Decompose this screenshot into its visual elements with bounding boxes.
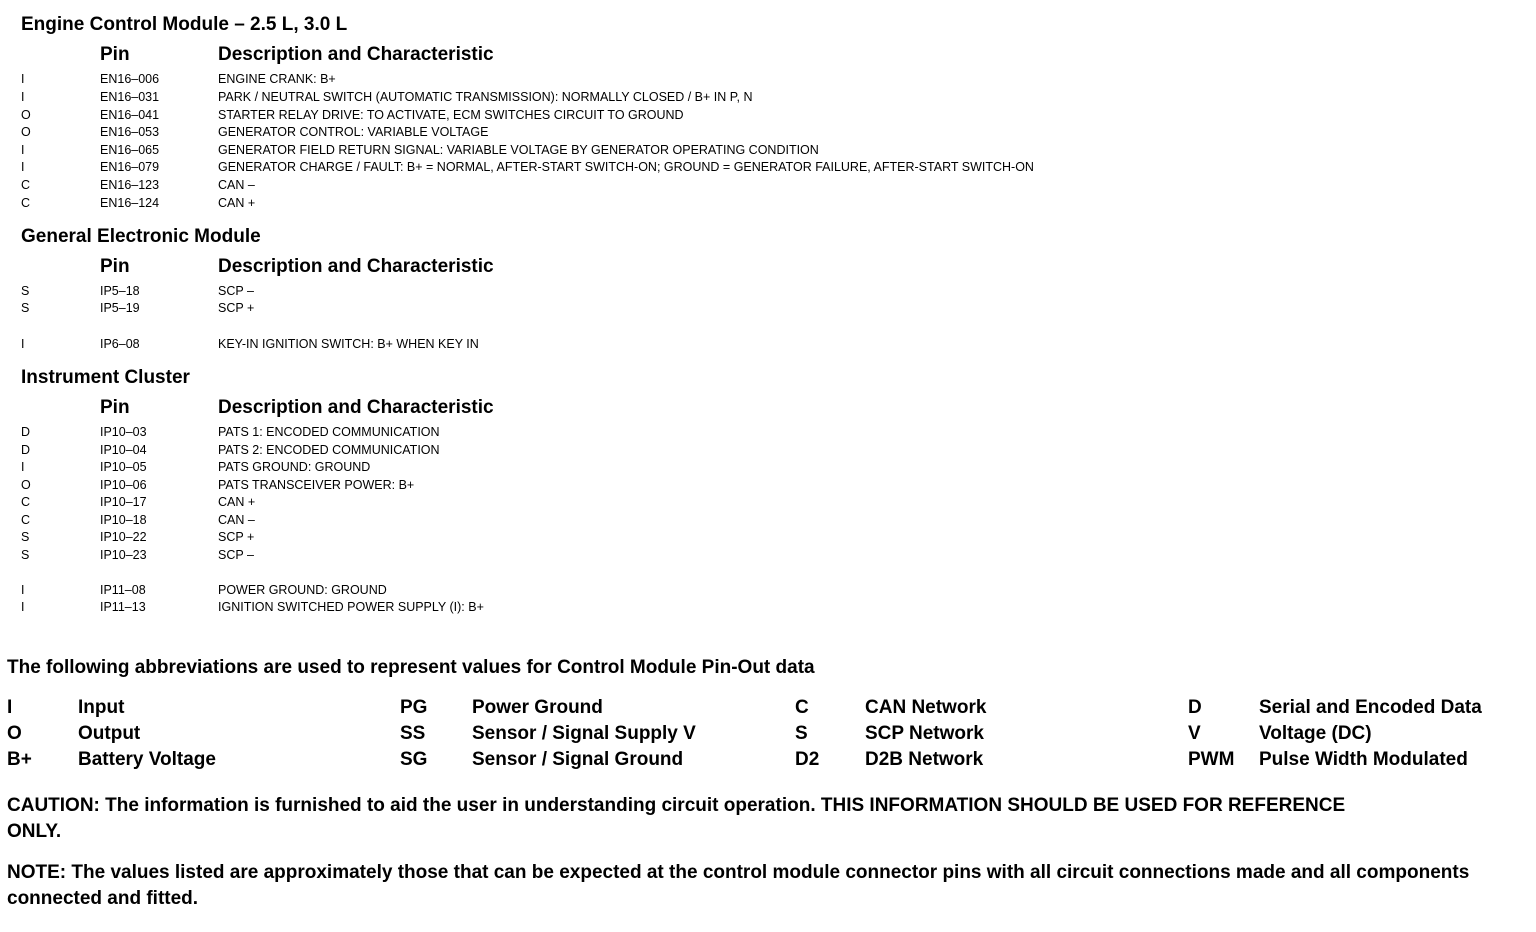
pin-description: PATS 1: ENCODED COMMUNICATION [218,425,440,439]
pin-id: IP10–06 [100,478,147,492]
abbreviations-title: The following abbreviations are used to represent values for Control Module Pin-Out data [7,657,815,678]
pin-type: D [21,443,31,457]
pin-id: EN16–053 [100,125,160,139]
pin-description: GENERATOR CONTROL: VARIABLE VOLTAGE [218,125,489,139]
ic-desc-header: Description and Characteristic [218,397,494,418]
pin-description: CAN – [218,178,255,192]
pin-id: EN16–031 [100,90,160,104]
pin-type: I [21,337,25,351]
abbr-code: I [7,697,13,718]
pin-type: I [21,160,25,174]
abbr-code: O [7,723,22,744]
ecm-pin-header: Pin [100,44,130,65]
pin-description: PATS TRANSCEIVER POWER: B+ [218,478,415,492]
pin-description: PATS 2: ENCODED COMMUNICATION [218,443,440,457]
note-text: NOTE: The values listed are approximately those that can be expected at the control module connector pins with all circuit connections made and all components connected and fitted. [7,862,1470,909]
pin-id: IP10–17 [100,495,147,509]
pin-type: O [21,478,31,492]
pin-id: IP10–04 [100,443,147,457]
abbr-code: S [795,723,808,744]
pin-id: IP11–13 [100,600,146,614]
abbr-code: C [795,697,809,718]
pin-id: EN16–079 [100,160,160,174]
pin-description: PATS GROUND: GROUND [218,460,371,474]
pin-type: I [21,90,25,104]
abbr-code: V [1188,723,1201,744]
abbr-code: PWM [1188,749,1235,770]
pin-description: PARK / NEUTRAL SWITCH (AUTOMATIC TRANSMISSION): NORMALLY CLOSED / B+ IN P, N [218,90,753,104]
pin-type: O [21,108,31,122]
gem-section-title: General Electronic Module [21,226,261,247]
pin-type: I [21,600,25,614]
gem-desc-header: Description and Characteristic [218,256,494,277]
pin-type: D [21,425,31,439]
pin-description: CAN + [218,495,256,509]
abbr-code: PG [400,697,428,718]
pin-description: IGNITION SWITCHED POWER SUPPLY (I): B+ [218,600,484,614]
pin-description: POWER GROUND: GROUND [218,583,387,597]
pin-id: IP10–22 [100,530,147,544]
abbr-meaning: Output [78,723,141,744]
pin-type: S [21,530,30,544]
abbr-meaning: Pulse Width Modulated [1259,749,1468,770]
pin-description: SCP + [218,530,255,544]
ic-pin-header: Pin [100,397,130,418]
gem-pin-header: Pin [100,256,130,277]
pin-type: I [21,72,25,86]
pin-type: C [21,495,31,509]
abbr-meaning: SCP Network [865,723,984,744]
pin-id: IP10–03 [100,425,147,439]
pin-id: EN16–065 [100,143,160,157]
pin-type: I [21,583,25,597]
abbr-code: B+ [7,749,32,770]
abbr-meaning: Sensor / Signal Ground [472,749,684,770]
abbr-meaning: Voltage (DC) [1259,723,1372,744]
pin-type: O [21,125,31,139]
pin-type: S [21,301,30,315]
pin-description: SCP – [218,284,254,298]
abbr-meaning: Power Ground [472,697,603,718]
pin-id: IP10–18 [100,513,147,527]
pin-id: IP6–08 [100,337,140,351]
pin-description: CAN – [218,513,255,527]
abbr-meaning: Battery Voltage [78,749,216,770]
pin-description: GENERATOR FIELD RETURN SIGNAL: VARIABLE VOLTAGE BY GENERATOR OPERATING CONDITION [218,143,819,157]
ic-section-title: Instrument Cluster [21,367,190,388]
pin-id: IP10–23 [100,548,147,562]
pin-description: SCP + [218,301,255,315]
pin-id: IP5–19 [100,301,140,315]
abbr-code: D2 [795,749,820,770]
pin-id: EN16–041 [100,108,160,122]
pin-type: S [21,284,30,298]
pin-type: C [21,196,31,210]
pin-type: S [21,548,30,562]
ecm-section-title: Engine Control Module – 2.5 L, 3.0 L [21,14,348,35]
pin-type: I [21,143,25,157]
pin-id: EN16–124 [100,196,160,210]
pin-type: C [21,513,31,527]
abbr-meaning: Input [78,697,125,718]
pin-type: C [21,178,31,192]
pin-description: CAN + [218,196,256,210]
abbr-code: D [1188,697,1202,718]
pin-description: ENGINE CRANK: B+ [218,72,336,86]
abbr-meaning: Sensor / Signal Supply V [472,723,696,744]
caution-text: CAUTION: The information is furnished to aid the user in understanding circuit operation. THIS INFORMATION SHOULD BE USED FOR REFERENCE ONLY. [7,795,1346,842]
pin-id: EN16–006 [100,72,160,86]
abbr-code: SG [400,749,428,770]
pin-id: EN16–123 [100,178,160,192]
abbr-meaning: CAN Network [865,697,987,718]
pin-description: SCP – [218,548,254,562]
pin-id: IP11–08 [100,583,146,597]
pin-id: IP10–05 [100,460,147,474]
pin-id: IP5–18 [100,284,140,298]
abbr-code: SS [400,723,426,744]
pin-description: STARTER RELAY DRIVE: TO ACTIVATE, ECM SWITCHES CIRCUIT TO GROUND [218,108,684,122]
pin-description: GENERATOR CHARGE / FAULT: B+ = NORMAL, AFTER-START SWITCH-ON; GROUND = GENERATOR FAILURE, AFTER-START SWITCH-ON [218,160,1034,174]
abbr-meaning: Serial and Encoded Data [1259,697,1482,718]
pin-description: KEY-IN IGNITION SWITCH: B+ WHEN KEY IN [218,337,479,351]
abbr-meaning: D2B Network [865,749,984,770]
pin-type: I [21,460,25,474]
ecm-desc-header: Description and Characteristic [218,44,494,65]
